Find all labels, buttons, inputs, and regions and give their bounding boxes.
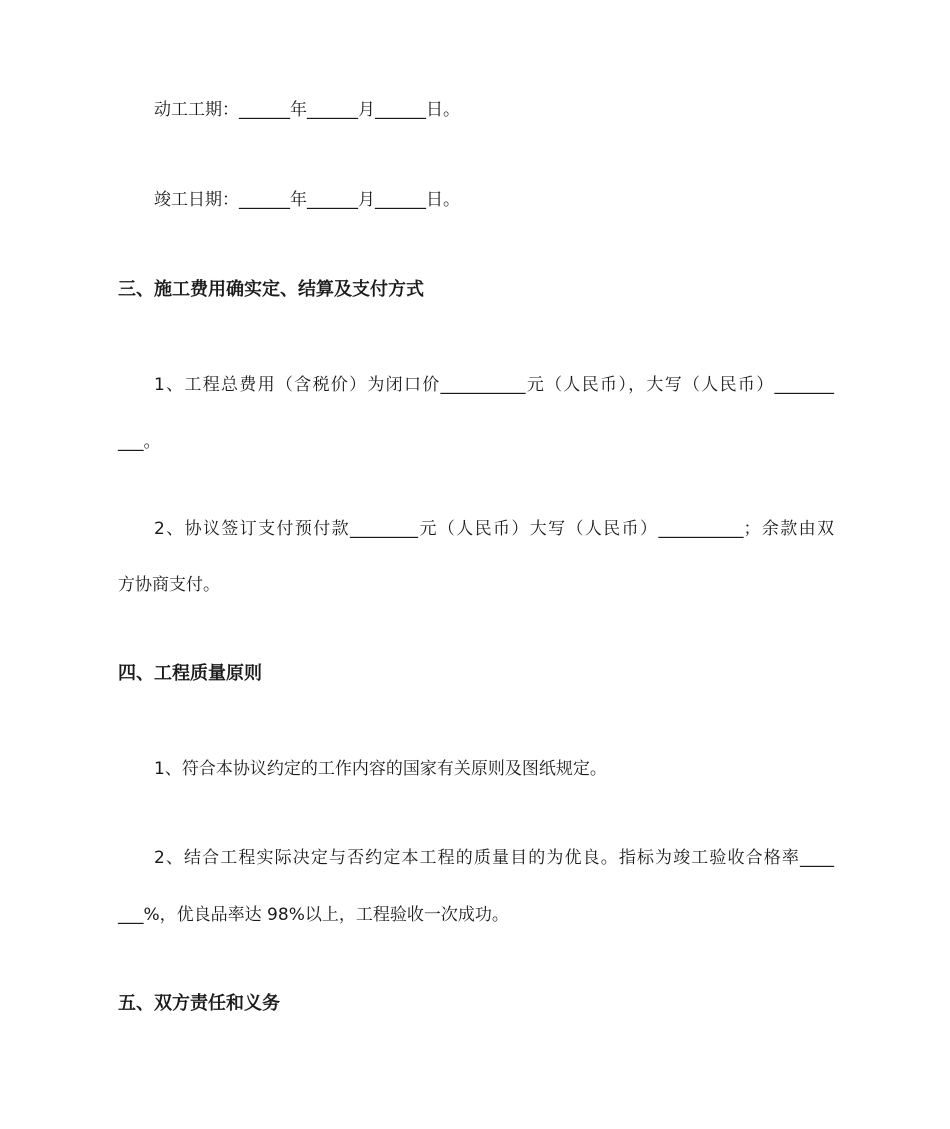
section-3-item-2-line-1: 2、协议签订支付预付款________元（人民币）大写（人民币）__________；余款由双: [154, 519, 834, 539]
end-date-line: 竣工日期：______年______月______日。: [154, 190, 460, 210]
section-5-heading: 五、双方责任和义务: [118, 993, 280, 1014]
section-4-item-2-line-2: ___%，优良品率达 98%以上，工程验收一次成功。: [118, 905, 509, 925]
start-date-line: 动工工期：______年______月______日。: [154, 100, 460, 120]
section-3-item-2-line-2: 方协商支付。: [118, 575, 220, 595]
section-3-heading: 三、施工费用确实定、结算及支付方式: [118, 279, 424, 300]
section-3-item-1-line-2: ___。: [118, 432, 161, 452]
section-4-item-1: 1、符合本协议约定的工作内容的国家有关原则及图纸规定。: [154, 759, 607, 779]
section-3-item-1-line-1: 1、工程总费用（含税价）为闭口价__________元（人民币），大写（人民币）_______: [154, 375, 834, 395]
section-4-heading: 四、工程质量原则: [118, 663, 262, 684]
section-4-item-2-line-1: 2、结合工程实际决定与否约定本工程的质量目的为优良。指标为竣工验收合格率____: [154, 848, 834, 868]
